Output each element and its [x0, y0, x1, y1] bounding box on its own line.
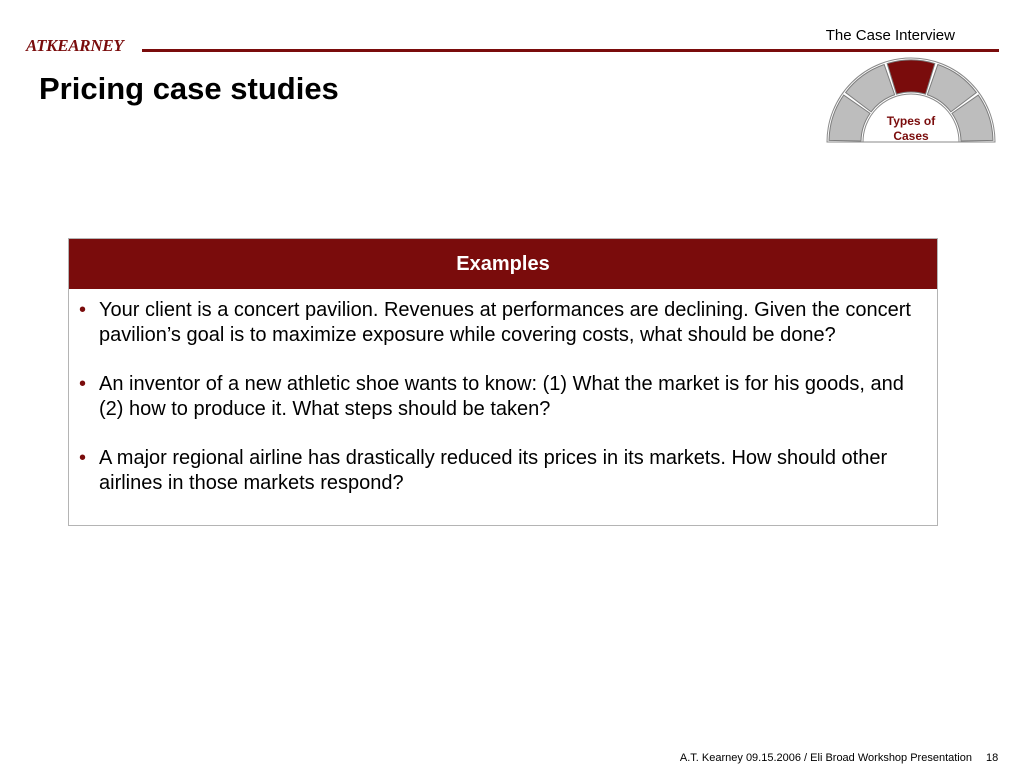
dial-label-line2: Cases — [893, 129, 929, 143]
footer-text: A.T. Kearney 09.15.2006 / Eli Broad Workshop Presentation — [679, 752, 972, 764]
header-divider — [142, 49, 999, 52]
page-number: 18 — [986, 752, 999, 764]
bullet-icon: • — [79, 373, 87, 395]
bullet-icon: • — [79, 447, 87, 469]
deck-title: The Case Interview — [825, 27, 955, 44]
example-item — [79, 446, 923, 496]
examples-list — [69, 289, 937, 496]
examples-header: Examples — [69, 239, 937, 289]
case-type-dial — [826, 56, 996, 146]
dial-label — [826, 114, 996, 144]
dial-label-line1: Types of — [886, 114, 936, 128]
example-item — [79, 298, 923, 348]
examples-panel — [68, 238, 938, 526]
page-title: Pricing case studies — [39, 71, 339, 106]
example-item — [79, 372, 923, 422]
example-text: A major regional airline has drastically reduced its prices in its markets. How should other airlines in those markets respond? — [99, 447, 888, 494]
bullet-icon: • — [79, 299, 87, 321]
example-text: Your client is a concert pavilion. Revenues at performances are declining. Given the concert pavilion’s goal is to maximize exposure while covering costs, what should be done? — [99, 299, 911, 346]
example-text: An inventor of a new athletic shoe wants to know: (1) What the market is for his goods, and (2) how to produce it. What steps should be taken? — [99, 373, 904, 420]
company-logo: ATKEARNEY — [26, 36, 124, 55]
